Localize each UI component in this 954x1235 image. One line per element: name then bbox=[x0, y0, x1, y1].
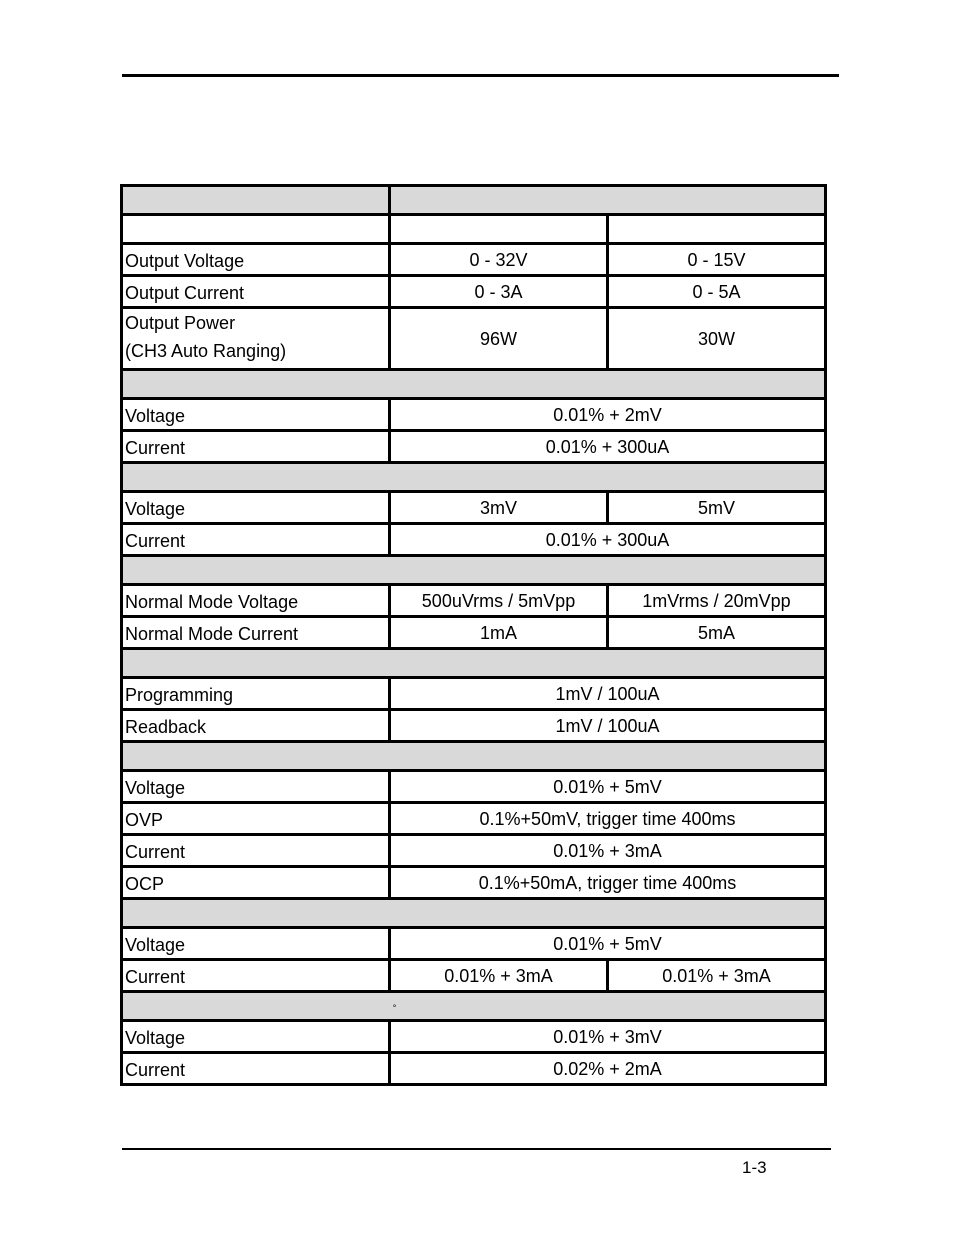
table-row bbox=[122, 276, 826, 308]
table-row bbox=[122, 678, 826, 710]
table-row bbox=[122, 928, 826, 960]
value-cell: 0.01% + 300uA bbox=[390, 431, 826, 463]
value-cell: 0.01% + 2mV bbox=[390, 399, 826, 431]
channel-header-cell bbox=[122, 215, 390, 244]
value-cell: 0 - 5A bbox=[608, 276, 826, 308]
channel-header-row bbox=[122, 215, 826, 244]
table-header-row bbox=[122, 186, 826, 215]
row-label: Current bbox=[122, 960, 390, 992]
bottom-rule bbox=[122, 1148, 831, 1150]
top-rule bbox=[122, 74, 839, 77]
value-cell: 0.1%+50mA, trigger time 400ms bbox=[390, 867, 826, 899]
table-row bbox=[122, 617, 826, 649]
value-cell: 0.1%+50mV, trigger time 400ms bbox=[390, 803, 826, 835]
section-header-cell bbox=[122, 649, 826, 678]
row-label: Current bbox=[122, 431, 390, 463]
value-cell: 1mV / 100uA bbox=[390, 678, 826, 710]
value-cell: 0.01% + 3mV bbox=[390, 1021, 826, 1053]
value-cell: 0.01% + 3mA bbox=[608, 960, 826, 992]
row-label: Voltage bbox=[122, 928, 390, 960]
table-row bbox=[122, 1053, 826, 1085]
section-header-row bbox=[122, 649, 826, 678]
row-label: Output Voltage bbox=[122, 244, 390, 276]
value-cell: 0 - 32V bbox=[390, 244, 608, 276]
row-label: Current bbox=[122, 524, 390, 556]
specification-table bbox=[120, 184, 827, 1086]
row-label: Programming bbox=[122, 678, 390, 710]
table-row bbox=[122, 492, 826, 524]
table-row bbox=[122, 524, 826, 556]
table-row bbox=[122, 960, 826, 992]
table-row bbox=[122, 399, 826, 431]
value-cell: 5mV bbox=[608, 492, 826, 524]
row-label bbox=[122, 308, 390, 370]
value-cell: 1mA bbox=[390, 617, 608, 649]
row-label-line: Output Power bbox=[125, 313, 236, 333]
table-row bbox=[122, 835, 826, 867]
row-label: Voltage bbox=[122, 399, 390, 431]
row-label: Normal Mode Current bbox=[122, 617, 390, 649]
row-label: OCP bbox=[122, 867, 390, 899]
value-cell: 96W bbox=[390, 308, 608, 370]
section-header-cell bbox=[122, 742, 826, 771]
value-cell: 0.01% + 300uA bbox=[390, 524, 826, 556]
degree-symbol: ° bbox=[392, 1003, 397, 1013]
row-label: Normal Mode Voltage bbox=[122, 585, 390, 617]
row-label: Current bbox=[122, 1053, 390, 1085]
row-label: Output Current bbox=[122, 276, 390, 308]
row-label: Voltage bbox=[122, 492, 390, 524]
section-header-row bbox=[122, 463, 826, 492]
value-cell: 30W bbox=[608, 308, 826, 370]
table-row bbox=[122, 867, 826, 899]
table-row bbox=[122, 1021, 826, 1053]
section-header-cell bbox=[122, 899, 826, 928]
row-label: Voltage bbox=[122, 771, 390, 803]
row-label: Current bbox=[122, 835, 390, 867]
channel-header-cell bbox=[608, 215, 826, 244]
table-row bbox=[122, 710, 826, 742]
section-header-cell bbox=[122, 370, 826, 399]
header-cell bbox=[390, 186, 826, 215]
value-cell: 500uVrms / 5mVpp bbox=[390, 585, 608, 617]
table-row bbox=[122, 585, 826, 617]
value-cell: 0.01% + 3mA bbox=[390, 835, 826, 867]
value-cell: 5mA bbox=[608, 617, 826, 649]
value-cell: 0 - 3A bbox=[390, 276, 608, 308]
table-row bbox=[122, 431, 826, 463]
section-header-cell bbox=[122, 556, 826, 585]
row-label: OVP bbox=[122, 803, 390, 835]
value-cell: 0.01% + 3mA bbox=[390, 960, 608, 992]
row-label-line: (CH3 Auto Ranging) bbox=[125, 341, 287, 361]
section-header-row bbox=[122, 556, 826, 585]
value-cell: 3mV bbox=[390, 492, 608, 524]
table-row bbox=[122, 244, 826, 276]
value-cell: 1mV / 100uA bbox=[390, 710, 826, 742]
row-label: Readback bbox=[122, 710, 390, 742]
table-row bbox=[122, 308, 826, 370]
value-cell: 0.02% + 2mA bbox=[390, 1053, 826, 1085]
section-header-row bbox=[122, 899, 826, 928]
page-number: 1-3 bbox=[742, 1158, 767, 1177]
value-cell: 0.01% + 5mV bbox=[390, 771, 826, 803]
value-cell: 0.01% + 5mV bbox=[390, 928, 826, 960]
channel-header-cell bbox=[390, 215, 608, 244]
section-header-row bbox=[122, 992, 826, 1021]
value-cell: 0 - 15V bbox=[608, 244, 826, 276]
table-row bbox=[122, 771, 826, 803]
section-header-cell bbox=[122, 992, 826, 1021]
table-row bbox=[122, 803, 826, 835]
value-cell: 1mVrms / 20mVpp bbox=[608, 585, 826, 617]
section-header-cell bbox=[122, 463, 826, 492]
section-header-row bbox=[122, 742, 826, 771]
row-label: Voltage bbox=[122, 1021, 390, 1053]
section-header-row bbox=[122, 370, 826, 399]
header-cell bbox=[122, 186, 390, 215]
